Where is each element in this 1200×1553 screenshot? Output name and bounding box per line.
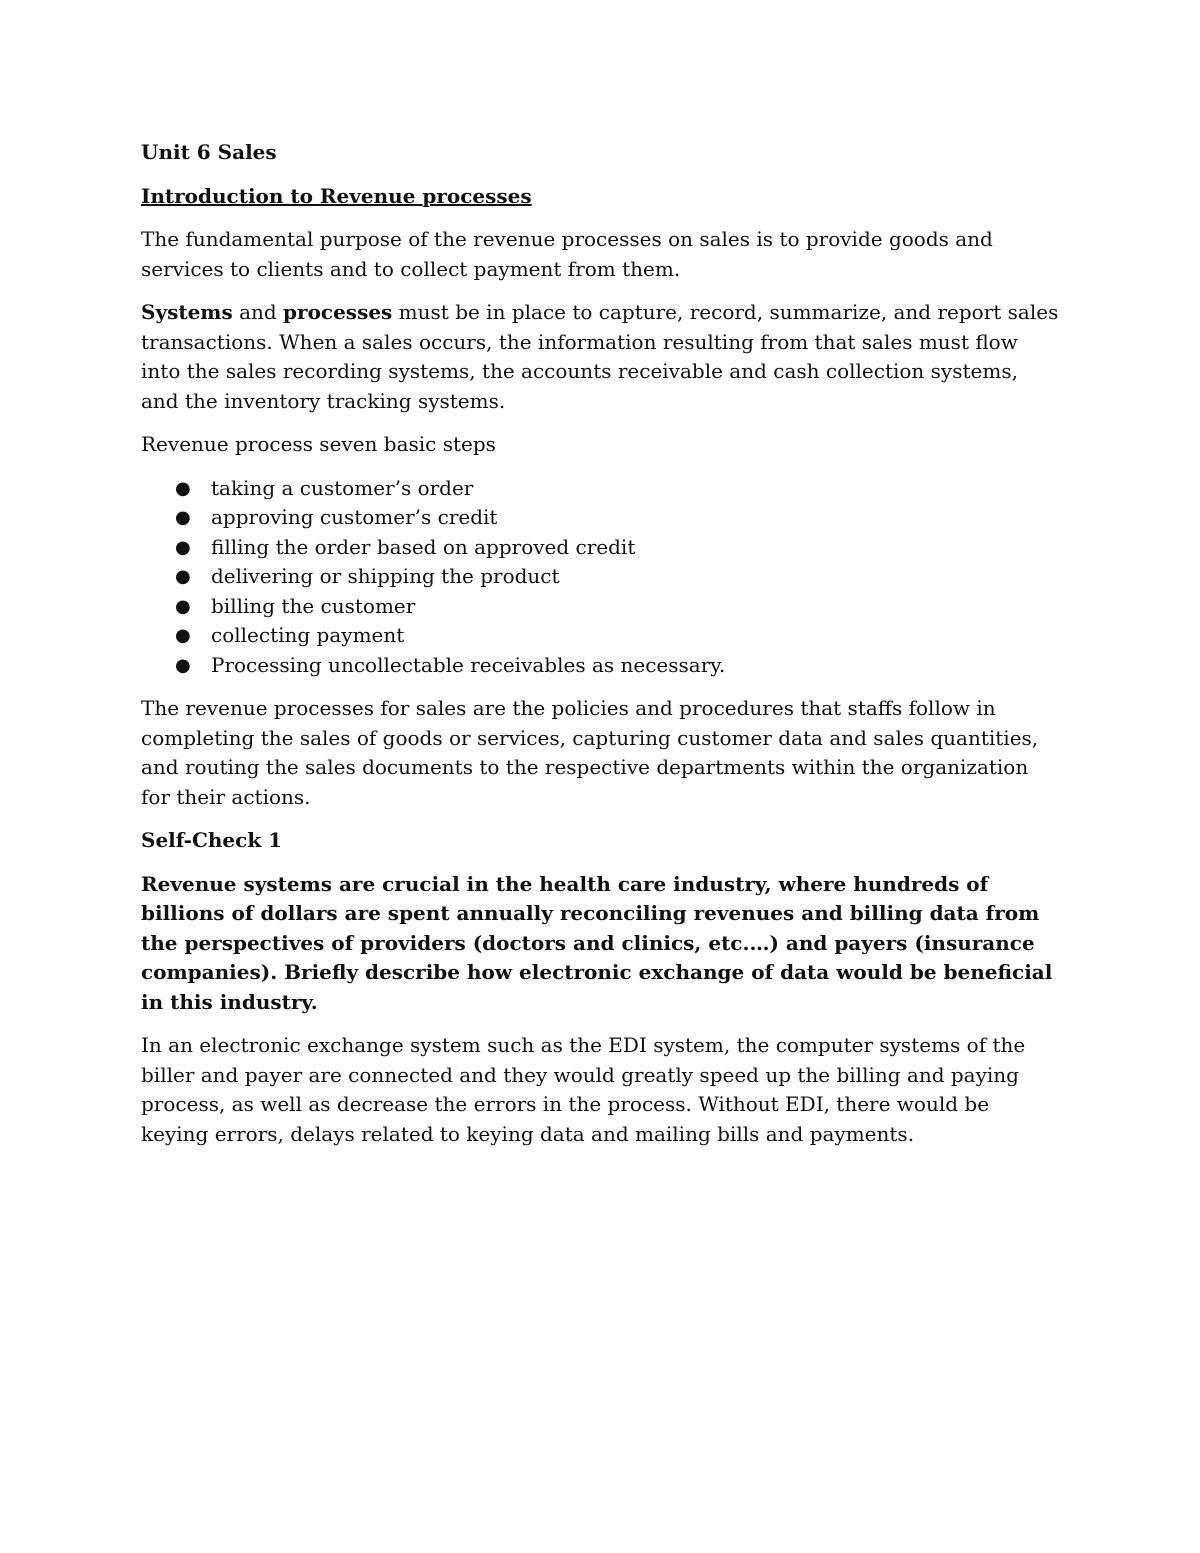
bullet-icon: ● xyxy=(175,536,191,558)
intro-paragraph: The fundamental purpose of the revenue processes on sales is to provide goods and services to clients and to collect payment from them. xyxy=(141,227,993,281)
systems-bold-term: Systems xyxy=(141,300,233,324)
list-item xyxy=(141,533,1061,563)
processes-paragraph: The revenue processes for sales are the policies and procedures that staffs follow in completing the sales of goods or services, capturing customer data and sales quantities, and routing the sales documents to the respective departments within the organization for their actions. xyxy=(141,696,1039,809)
self-check-answer: In an electronic exchange system such as the EDI system, the computer systems of the biller and payer are connected and they would greatly speed up the billing and paying process, as well as decrease the errors in the process. Without EDI, there would be keying errors, delays related to keying data and mailing bills and payments. xyxy=(141,1033,1026,1146)
bullet-icon: ● xyxy=(175,654,191,676)
step-text: filling the order based on approved credit xyxy=(211,534,636,559)
list-item xyxy=(141,592,1061,622)
list-item xyxy=(141,651,1061,681)
step-text: delivering or shipping the product xyxy=(211,564,560,588)
steps-list xyxy=(141,474,1061,681)
step-text: Processing uncollectable receivables as necessary. xyxy=(211,652,726,677)
steps-intro: Revenue process seven basic steps xyxy=(141,432,496,456)
self-check-question: Revenue systems are crucial in the health care industry, where hundreds of billions of dollars are spent annually reconciling revenues and billing data from the perspectives of providers (doctors and clinics, etc.…) and payers (insurance companies). Briefly describe how electronic exchange of data would be beneficial in this industry. xyxy=(141,871,1053,1014)
bullet-icon: ● xyxy=(175,625,191,646)
list-item xyxy=(141,562,1061,592)
systems-text-connector: and xyxy=(232,300,284,324)
list-item xyxy=(141,474,1061,504)
bullet-icon: ● xyxy=(175,507,191,528)
list-item xyxy=(141,621,1061,651)
systems-text-body: must be in place to capture, record, summarize, and report sales transactions. When a sales occurs, the information resulting from that sales must flow into the sales recording systems, the accounts receivable and cash collection systems, and the inventory tracking systems. xyxy=(141,300,1059,413)
unit-title: Unit 6 Sales xyxy=(141,140,277,164)
step-text: approving customer’s credit xyxy=(211,505,498,529)
bullet-icon: ● xyxy=(175,566,191,587)
section-heading: Introduction to Revenue processes xyxy=(141,183,532,208)
bullet-icon: ● xyxy=(175,477,191,499)
list-item xyxy=(141,503,1061,533)
processes-bold-term: processes xyxy=(283,300,393,324)
bullet-icon: ● xyxy=(175,595,191,617)
step-text: billing the customer xyxy=(211,593,416,618)
step-text: collecting payment xyxy=(211,623,405,647)
document-page xyxy=(141,138,1061,1163)
self-check-title: Self-Check 1 xyxy=(141,828,283,852)
step-text: taking a customer’s order xyxy=(211,475,474,500)
systems-paragraph xyxy=(141,298,1061,416)
